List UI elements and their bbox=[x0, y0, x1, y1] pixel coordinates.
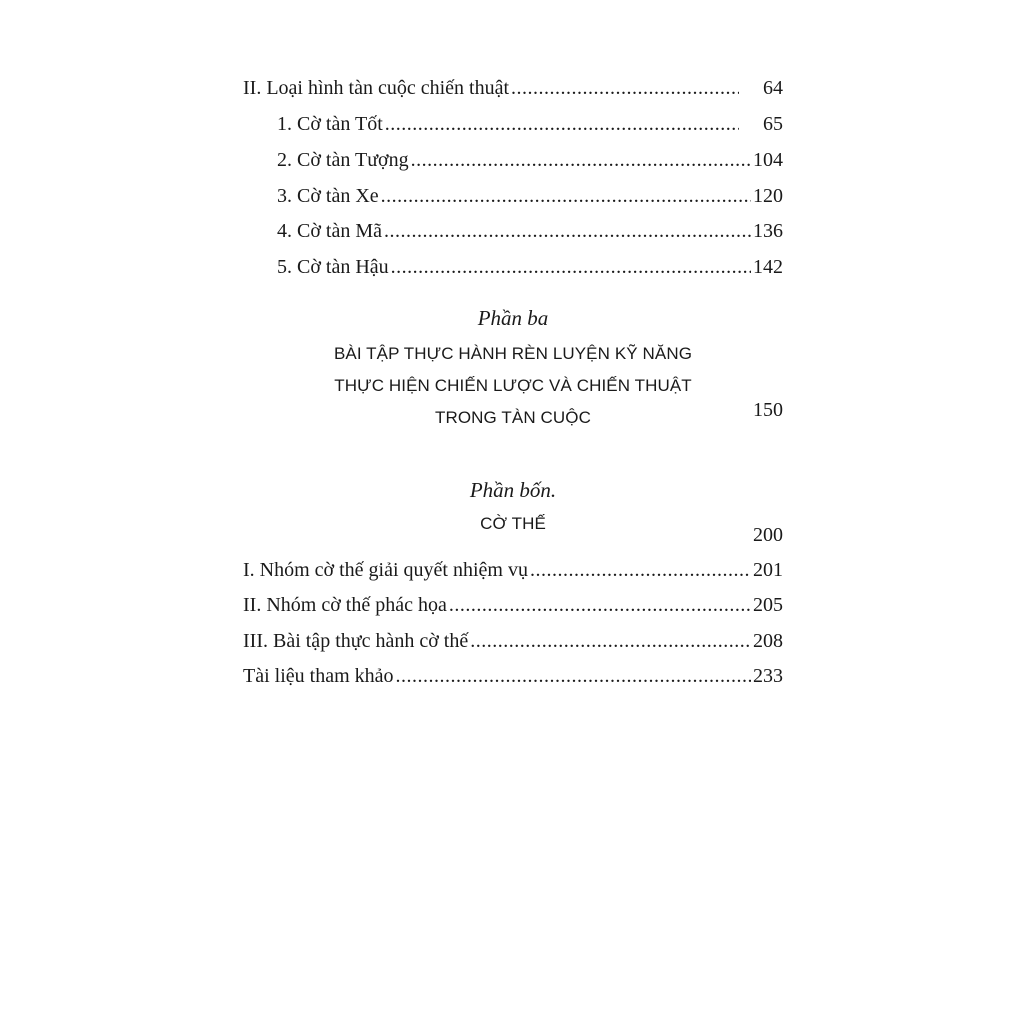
toc-entry-page: 208 bbox=[753, 630, 783, 652]
part-four-title: CỜ THẾ bbox=[480, 514, 546, 533]
dot-leader bbox=[396, 664, 751, 688]
part-four-heading: Phần bốn. bbox=[469, 478, 557, 502]
part-three-title-line-1: BÀI TẬP THỰC HÀNH RÈN LUYỆN KỸ NĂNG bbox=[333, 344, 693, 363]
dot-leader bbox=[470, 629, 751, 653]
toc-entry-page: 205 bbox=[753, 594, 783, 616]
part-three-heading: Phần ba bbox=[477, 306, 549, 330]
toc-entry-page: 142 bbox=[753, 256, 783, 278]
toc-entry-label: I. Nhóm cờ thế giải quyết nhiệm vụ bbox=[243, 559, 528, 581]
part-three-title-line-2: THỰC HIỆN CHIẾN LƯỢC VÀ CHIẾN THUẬT bbox=[334, 376, 692, 395]
toc-entry-page: 64 bbox=[763, 77, 783, 99]
dot-leader bbox=[384, 219, 751, 243]
toc-entry-rook-endgames bbox=[277, 184, 783, 208]
toc-entry-page: 120 bbox=[753, 185, 783, 207]
dot-leader bbox=[385, 112, 739, 136]
toc-entry-label: II. Loại hình tàn cuộc chiến thuật bbox=[243, 77, 510, 99]
dot-leader bbox=[381, 184, 751, 208]
part-four-page: 200 bbox=[753, 524, 783, 546]
toc-entry-label: 4. Cờ tàn Mã bbox=[277, 220, 383, 242]
toc-entry-tactical-endgames bbox=[243, 76, 783, 100]
toc-entry-label: 3. Cờ tàn Xe bbox=[277, 185, 379, 207]
part-three-title-line-3: TRONG TÀN CUỘC bbox=[435, 408, 591, 427]
dot-leader bbox=[411, 148, 751, 172]
toc-entry-label: Tài liệu tham khảo bbox=[243, 665, 394, 687]
toc-entry-page: 104 bbox=[753, 149, 783, 171]
dot-leader bbox=[391, 255, 751, 279]
toc-entry-queen-endgames bbox=[277, 255, 783, 279]
toc-entry-sketch-problems bbox=[243, 593, 783, 617]
toc-entry-label: 5. Cờ tàn Hậu bbox=[277, 256, 389, 278]
toc-entry-pawn-endgames bbox=[277, 112, 783, 136]
toc-entry-label: 1. Cờ tàn Tốt bbox=[277, 113, 383, 135]
toc-entry-page: 201 bbox=[753, 559, 783, 581]
toc-entry-task-problems bbox=[243, 558, 783, 582]
toc-entry-references bbox=[243, 664, 783, 688]
toc-entry-practice-problems bbox=[243, 629, 783, 653]
toc-entry-knight-endgames bbox=[277, 219, 783, 243]
dot-leader bbox=[511, 76, 739, 100]
dot-leader bbox=[530, 558, 751, 582]
toc-entry-label: II. Nhóm cờ thế phác họa bbox=[243, 594, 447, 616]
toc-entry-page: 136 bbox=[753, 220, 783, 242]
dot-leader bbox=[449, 593, 751, 617]
toc-entry-page: 65 bbox=[763, 113, 783, 135]
toc-entry-label: III. Bài tập thực hành cờ thế bbox=[243, 630, 469, 652]
toc-entry-label: 2. Cờ tàn Tượng bbox=[277, 149, 409, 171]
part-three-page: 150 bbox=[753, 399, 783, 421]
toc-entry-bishop-endgames bbox=[277, 148, 783, 172]
toc-entry-page: 233 bbox=[753, 665, 783, 687]
